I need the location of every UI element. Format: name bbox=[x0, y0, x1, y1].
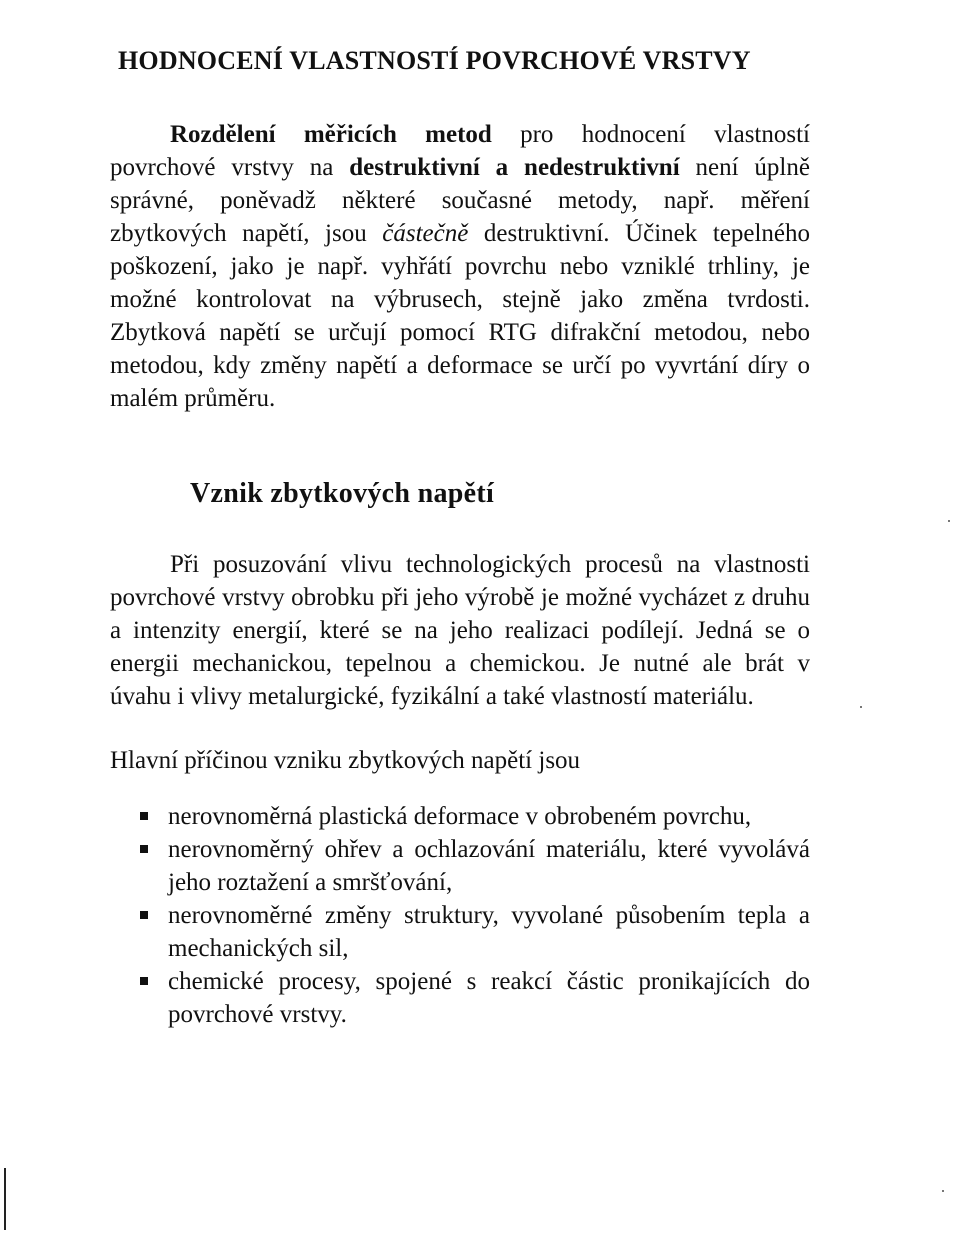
square-bullet-icon bbox=[140, 845, 148, 853]
intro-text-part-3: destruktivní. Účinek tepelného poškození, jako je např. vyhřátí povrchu nebo vzniklé trhliny, je možné kontrolovat na výbrusech, stejně jako změna tvrdosti. Zbytková napětí se určují pomocí RTG difrakční metodou, nebo metodou, kdy změny napětí a deformace se určí po vyvrtání díry o malém průměru. bbox=[110, 220, 810, 412]
list-item bbox=[110, 833, 810, 899]
residual-stress-paragraph bbox=[110, 548, 810, 713]
square-bullet-icon bbox=[140, 977, 148, 985]
list-item-text: nerovnoměrné změny struktury, vyvolané působením tepla a mechanických sil, bbox=[168, 902, 810, 962]
intro-text-part-1: pro hodnocení vlastností povrchové vrstvy na bbox=[110, 121, 810, 181]
square-bullet-icon bbox=[140, 812, 148, 820]
list-item bbox=[110, 965, 810, 1031]
intro-text-part-2: není úplně správné, poněvadž některé současné metody, např. měření zbytkových napětí, jsou bbox=[110, 154, 810, 247]
section-heading-residual-stress: Vznik zbytkových napětí bbox=[190, 478, 495, 509]
intro-paragraph bbox=[110, 118, 810, 415]
scan-speck bbox=[942, 1190, 944, 1192]
intro-bold-term-destructive: destruktivní a nedestruktivní bbox=[349, 154, 680, 181]
document-title: HODNOCENÍ VLASTNOSTÍ POVRCHOVÉ VRSTVY bbox=[118, 46, 751, 75]
intro-bold-term-methods: Rozdělení měřicích metod bbox=[170, 121, 492, 148]
causes-lead-text: Hlavní příčinou vzniku zbytkových napětí jsou bbox=[110, 747, 581, 774]
intro-indent bbox=[110, 121, 170, 148]
list-item-text: chemické procesy, spojené s reakcí částic pronikajících do povrchové vrstvy. bbox=[168, 968, 810, 1028]
list-item bbox=[110, 800, 810, 833]
intro-italic-term-partially: částečně bbox=[382, 220, 469, 247]
causes-list bbox=[110, 800, 810, 1031]
scan-speck bbox=[860, 706, 862, 708]
list-item-text: nerovnoměrná plastická deformace v obrobeném povrchu, bbox=[168, 803, 752, 830]
scan-speck bbox=[948, 520, 950, 522]
list-item-text: nerovnoměrný ohřev a ochlazování materiálu, které vyvolává jeho roztažení a smršťování, bbox=[168, 836, 810, 896]
residual-stress-text: Při posuzování vlivu technologických procesů na vlastnosti povrchové vrstvy obrobku při jeho výrobě je možné vycházet z druhu a intenzity energií, které se na jeho realizaci podílejí. Jedná se o energii mechanickou, tepelnou a chemickou. Je nutné ale brát v úvahu i vlivy metalurgické, fyzikální a také vlastností materiálu. bbox=[110, 551, 810, 710]
residual-stress-indent bbox=[110, 551, 170, 578]
list-item bbox=[110, 899, 810, 965]
square-bullet-icon bbox=[140, 911, 148, 919]
scan-edge-line bbox=[4, 1168, 6, 1230]
